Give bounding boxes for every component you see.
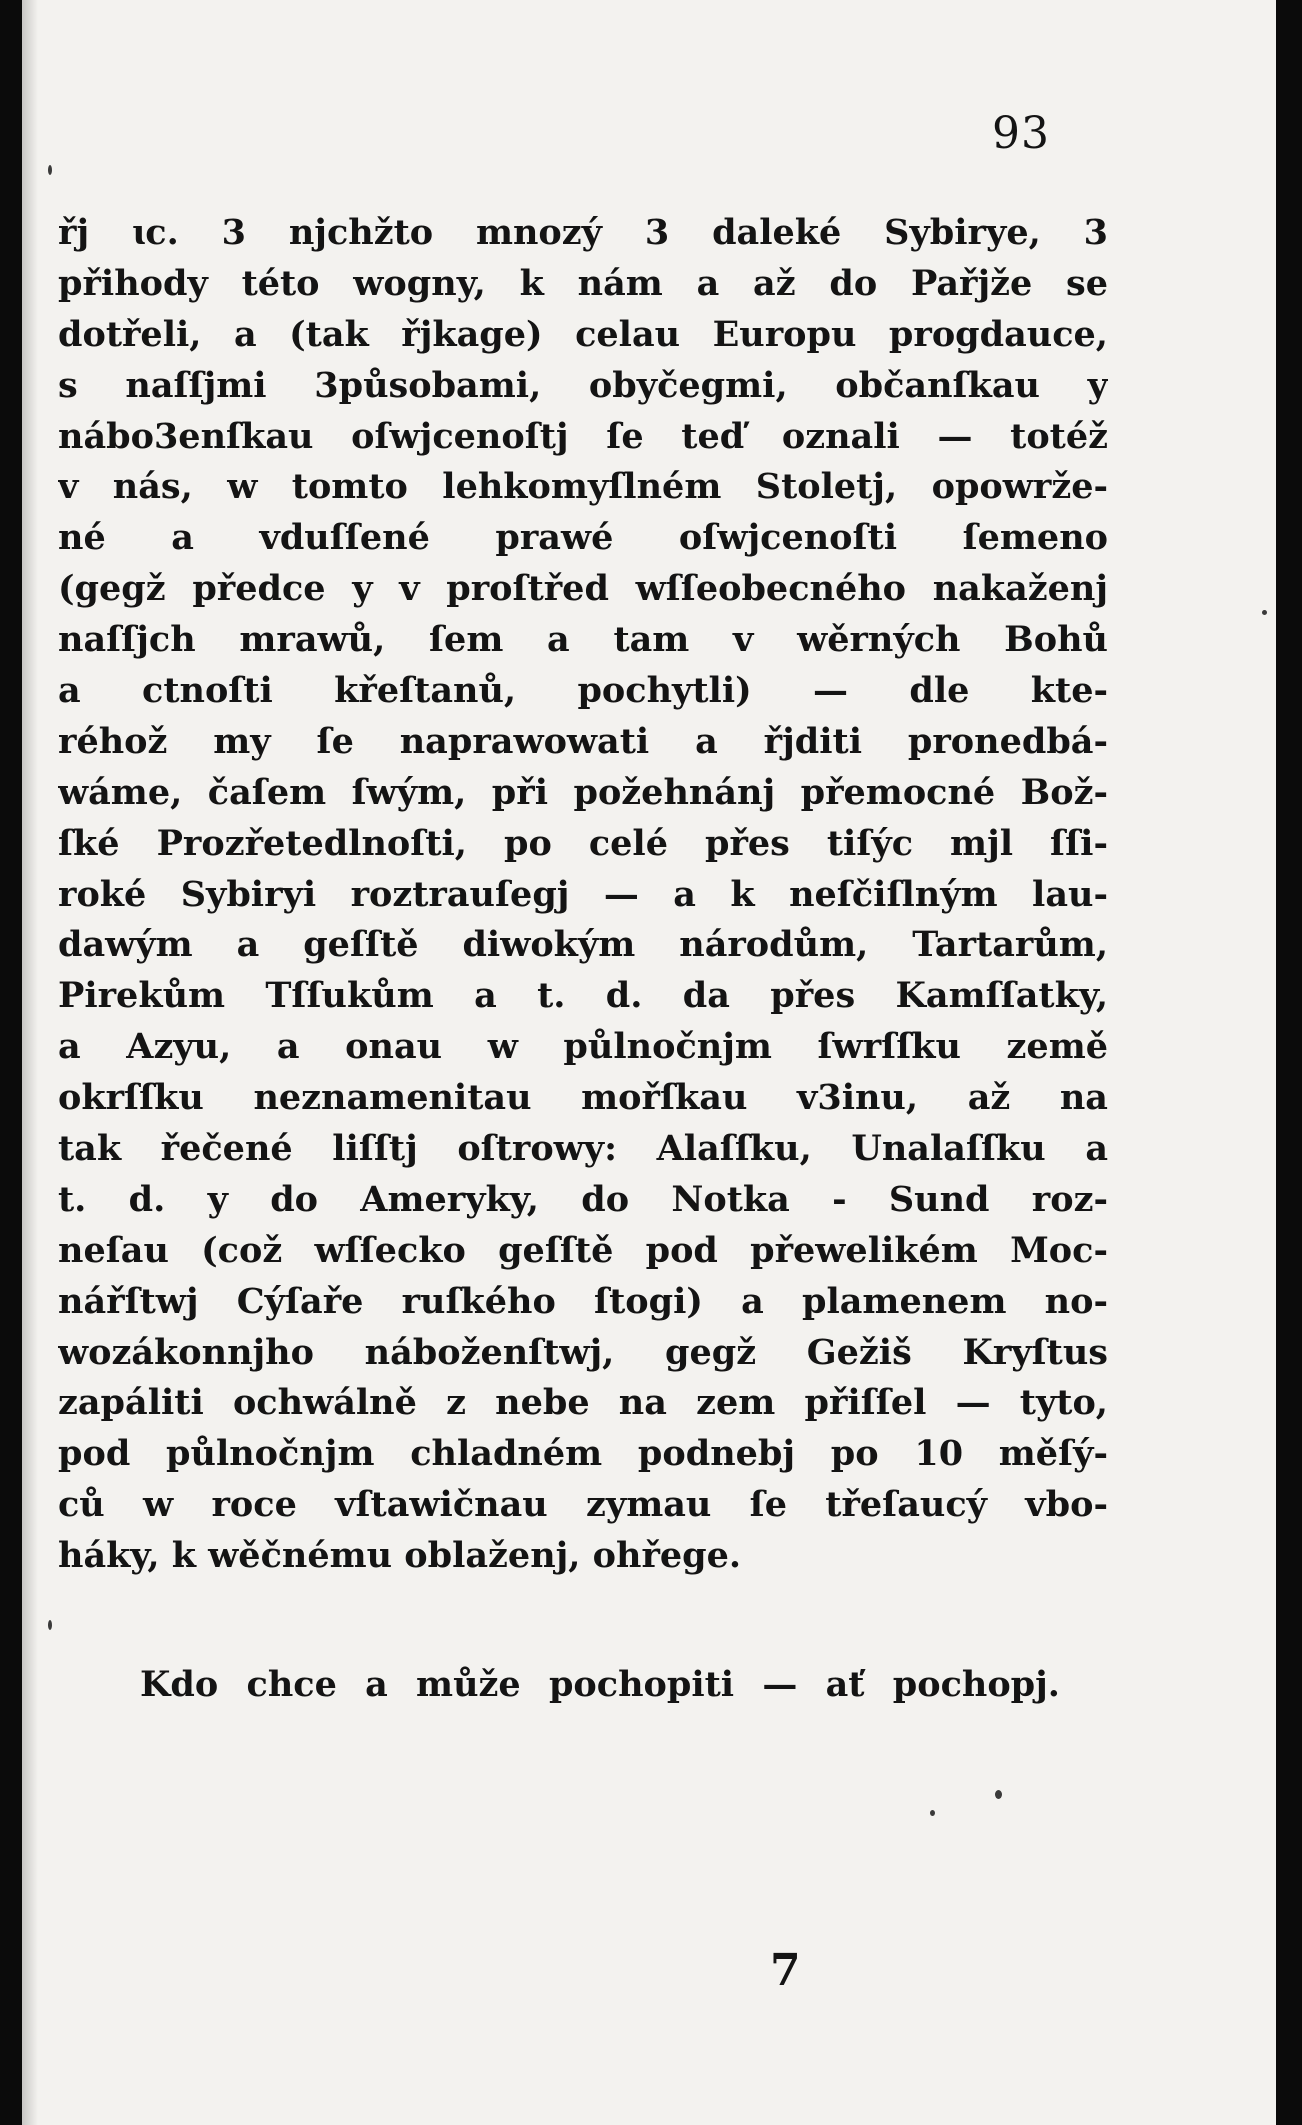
text-line: ců w roce vſtawičnau zymau ſe třeſaucý vbo- xyxy=(58,1484,1108,1526)
text-line: a ctnoſti křeſtanů, pochytli) — dle kte- xyxy=(58,670,1108,712)
text-line: řj ɩc. 3 njchžto mnozý 3 daleké Sybirye, 3 xyxy=(58,212,1108,253)
text-line: dawým a geſſtě diwokým národům, Tartarům, xyxy=(58,924,1108,966)
main-paragraph xyxy=(58,208,1108,1582)
text-line: ſké Prozřetedlnoſti, po celé přes tiſýc mjl ſſi- xyxy=(58,822,1108,864)
text-line: nábo3enſkau oſwjcenoſtj ſe teď oznali — totéž xyxy=(58,415,1108,457)
text-line: tak řečené liſſtj oſtrowy: Alaſſku, Unalaſſku a xyxy=(58,1128,1108,1170)
text-line: přihody této wogny, k nám a až do Pařjže se xyxy=(58,262,1108,304)
text-line: v nás, w tomto lehkomyſlném Stoletj, opowrže- xyxy=(58,466,1108,508)
closing-line: Kdo chce a může pochopiti — ať pochopj. xyxy=(140,1664,1060,1705)
text-line: t. d. y do Ameryky, do Notka - Sund roz- xyxy=(58,1178,1108,1220)
scan-border-right xyxy=(1276,0,1302,2125)
text-line: háky, k wěčnému oblaženj, ohřege. xyxy=(58,1535,742,1577)
text-line: s naſſjmi 3působami, obyčegmi, občanſkau y xyxy=(58,364,1108,406)
page-number: 93 xyxy=(992,108,1050,159)
text-line: naſſjch mrawů, ſem a tam v wěrných Bohů xyxy=(58,619,1108,661)
signature-mark: 7 xyxy=(770,1945,801,1996)
text-line: okrſſku neznamenitau mořſkau v3inu, až na xyxy=(58,1077,1108,1119)
text-line: a Azyu, a onau w půlnočnjm ſwrſſku země xyxy=(58,1026,1108,1068)
ink-speck xyxy=(995,1790,1002,1799)
text-line: réhož my ſe naprawowati a řjditi pronedbá- xyxy=(58,720,1108,762)
text-line: neſau (což wſſecko geſſtě pod přewelikém Moc- xyxy=(58,1229,1108,1271)
text-line: né a vduſſené prawé oſwjcenoſti ſemeno xyxy=(58,517,1108,559)
text-line: Pirekům Tſſukům a t. d. da přes Kamſſatky, xyxy=(58,975,1108,1017)
text-line: nářſtwj Cýſaře ruſkého ſtogi) a plamenem no- xyxy=(58,1280,1108,1322)
text-line: (gegž předce y v proſtřed wſſeobecného nakaženj xyxy=(58,568,1108,610)
ink-speck xyxy=(930,1810,935,1816)
ink-speck xyxy=(48,1620,52,1630)
text-line: dotřeli, a (tak řjkage) celau Europu progdauce, xyxy=(58,313,1108,355)
text-line: wozákonnjho náboženſtwj, gegž Gežiš Kryſtus xyxy=(58,1331,1108,1373)
binding-shadow xyxy=(22,0,38,2125)
ink-speck xyxy=(48,165,52,175)
text-line: roké Sybiryi roztrauſegj — a k neſčiſlným lau- xyxy=(58,873,1108,915)
text-line: zapáliti ochwálně z nebe na zem přiſſel — tyto, xyxy=(58,1382,1108,1424)
ink-speck xyxy=(1262,610,1267,615)
scan-border-left xyxy=(0,0,22,2125)
text-line: wáme, čaſem ſwým, při požehnánj přemocné Bož- xyxy=(58,771,1108,813)
text-line: pod půlnočnjm chladném podnebj po 10 měſý- xyxy=(58,1433,1108,1475)
